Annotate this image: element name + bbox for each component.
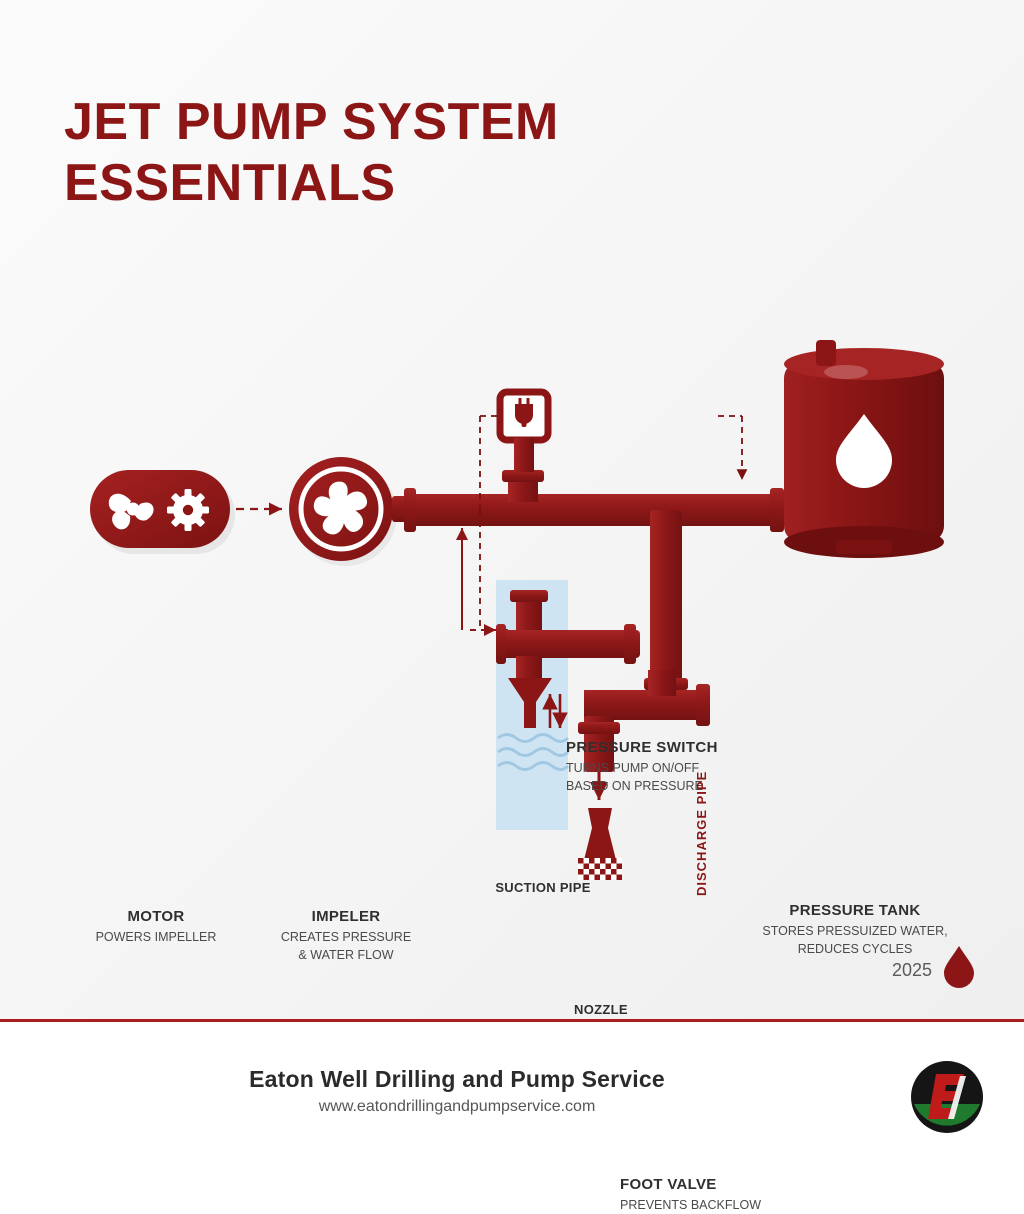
water-drop-icon — [942, 944, 976, 988]
page-title-line-2: ESSENTIALS — [64, 154, 396, 213]
impeller-icon — [289, 457, 414, 566]
impeler-heading: IMPELER — [311, 908, 381, 925]
nozzle-label-upper — [574, 1002, 674, 1017]
impeler-label — [256, 908, 436, 964]
pressure-tank-sub-line-2: REDUCES CYCLES — [797, 942, 913, 957]
foot-valve-sub: PREVENTS BACKFLOW — [620, 1198, 761, 1212]
footer-website-url[interactable]: www.eatondrillingandpumpservice.com — [318, 1098, 596, 1115]
pressure-switch-sub-line-2: BASED ON PRESSURE — [566, 779, 703, 794]
pressure-switch-label — [566, 739, 786, 795]
motor-heading: MOTOR — [127, 908, 185, 925]
pressure-tank-heading: PRESSURE TANK — [789, 902, 921, 919]
motor-label — [66, 908, 246, 946]
suction-pipe-text: SUCTION PIPE — [495, 880, 591, 895]
footer-company-name: Eaton Well Drilling and Pump Service — [249, 1066, 665, 1092]
discharge-pipe-vertical — [644, 510, 688, 696]
impeler-sub-line-2: & WATER FLOW — [298, 948, 394, 963]
page-title — [64, 92, 704, 215]
eaton-e-logo — [910, 1060, 984, 1134]
motor-sub: POWERS IMPELLER — [95, 930, 217, 944]
foot-valve-label — [620, 1176, 820, 1214]
pressure-switch-sub-line-1: TURNS PUMP ON/OFF — [566, 761, 700, 775]
page-title-line-1: JET PUMP SYSTEM — [64, 93, 559, 151]
foot-valve-heading: FOOT VALVE — [620, 1176, 717, 1193]
impeler-sub-line-1: CREATES PRESSURE — [280, 930, 412, 944]
pressure-tank-sub-line-1: STORES PRESSUIZED WATER, — [762, 924, 948, 938]
pressure-tank-icon — [784, 340, 944, 558]
suction-pipe-label — [468, 880, 618, 895]
pressure-switch-icon — [500, 392, 548, 502]
footer — [0, 1022, 1024, 1154]
pressure-tank-label — [740, 902, 970, 958]
suction-flow-arrows — [462, 528, 496, 630]
year-text: 2025 — [891, 960, 932, 980]
discharge-pipe-horizontal — [404, 488, 784, 532]
discharge-pipe-label: DISCHARGE PIPE — [694, 770, 709, 896]
pressure-switch-heading: PRESSURE SWITCH — [566, 739, 718, 756]
nozzle-upper-text: NOZZLE — [574, 1002, 628, 1017]
motor-icon — [90, 470, 235, 554]
